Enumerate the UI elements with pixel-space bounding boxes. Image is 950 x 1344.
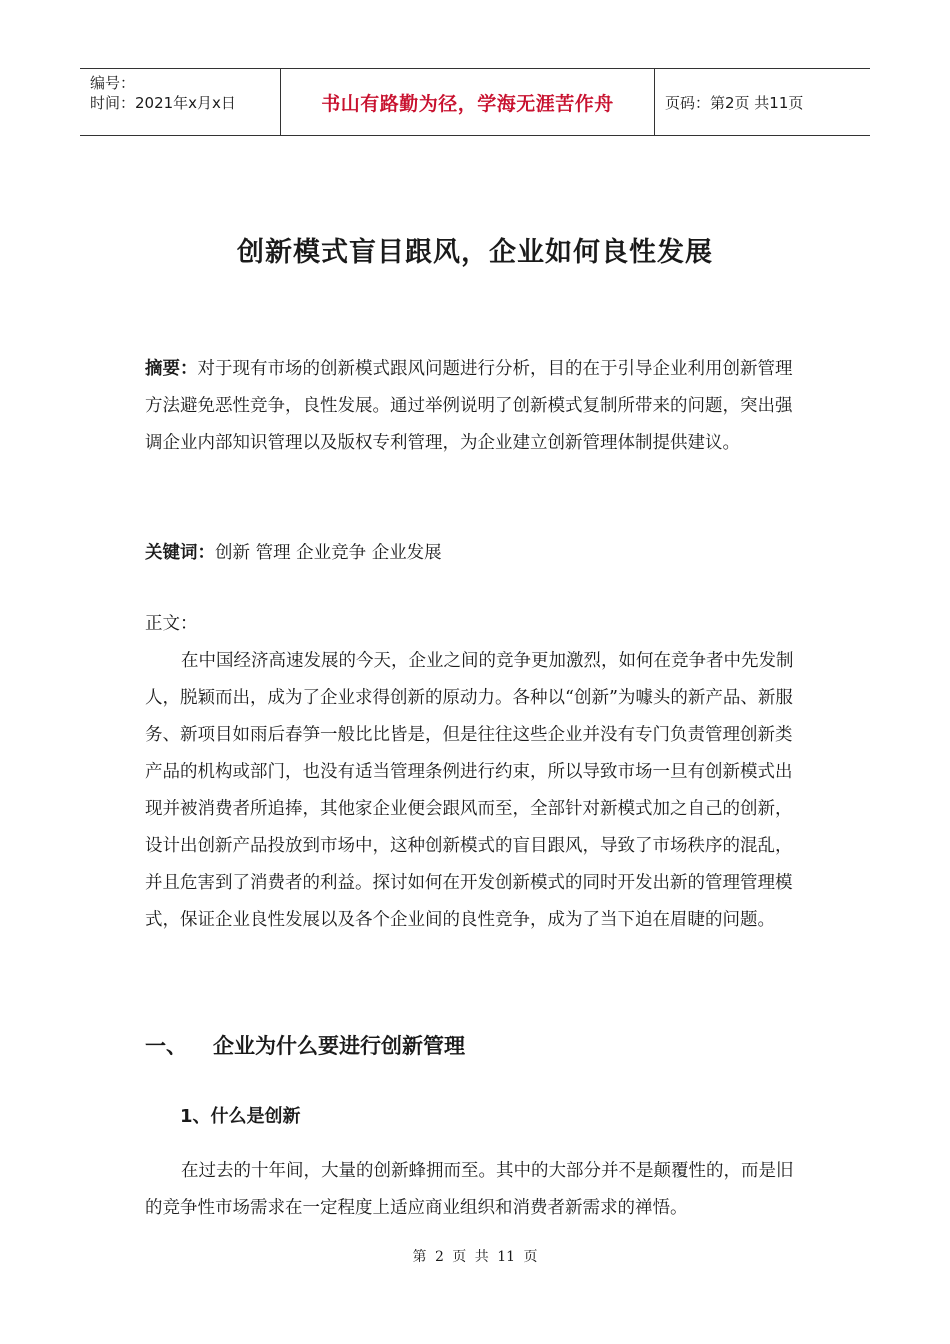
header-page-info: 页码：第2页 共11页 — [665, 93, 804, 112]
section-number: 一、 — [145, 1034, 187, 1058]
body-paragraph-1: 在中国经济高速发展的今天，企业之间的竞争更加激烈，如何在竞争者中先发制人，脱颖而出，成为了企业求得创新的原动力。各种以“创新”为噱头的新产品、新服务、新项目如雨后春笋一般比比皆是，但是往往这些企业并没有专门负责管理创新类产品的机构或部门，也没有适当管理条例进行约束，所以导致市场一旦有创新模式出现并被消费者所追捧，其他家企业便会跟风而至，全部针对新模式加之自己的创新，设计出创新产品投放到市场中，这种创新模式的盲目跟风，导致了市场秩序的混乱，并且危害到了消费者的利益。探讨如何在开发创新模式的同时开发出新的管理管理模式，保证企业良性发展以及各个企业间的良性竞争，成为了当下迫在眉睫的问题。 — [145, 651, 794, 930]
body-paragraph-2: 在过去的十年间，大量的创新蜂拥而至。其中的大部分并不是颠覆性的，而是旧的竞争性市场需求在一定程度上适应商业组织和消费者新需求的禅悟。 — [145, 1161, 794, 1218]
document-title: 创新模式盲目跟风，企业如何良性发展 — [237, 237, 713, 268]
document-number-label: 编号： — [90, 74, 136, 92]
page-footer: 第 2 页 共 11 页 — [412, 1249, 538, 1265]
header-meta-cell — [80, 69, 281, 135]
keywords-text: 创新 管理 企业竞争 企业发展 — [215, 543, 442, 563]
body-label: 正文： — [145, 614, 198, 634]
header-motto-cell — [281, 69, 655, 135]
abstract-label: 摘要： — [145, 359, 198, 379]
page-header — [80, 68, 870, 136]
section-title: 企业为什么要进行创新管理 — [213, 1034, 465, 1058]
subsection-heading-1: 1、什么是创新 — [180, 1106, 301, 1127]
keywords-paragraph — [145, 535, 805, 572]
abstract-text: 对于现有市场的创新模式跟风问题进行分析，目的在于引导企业利用创新管理方法避免恶性竞争，良性发展。通过举例说明了创新模式复制所带来的问题，突出强调企业内部知识管理以及版权专利管理，为企业建立创新管理体制提供建议。 — [145, 359, 793, 453]
header-page-cell — [655, 69, 870, 135]
abstract-paragraph — [145, 351, 805, 462]
keywords-label: 关键词： — [145, 543, 215, 563]
header-motto: 书山有路勤为径，学海无涯苦作舟 — [321, 92, 614, 115]
section-heading-1 — [145, 1030, 465, 1060]
document-date: 时间：2021年x月x日 — [90, 94, 236, 112]
